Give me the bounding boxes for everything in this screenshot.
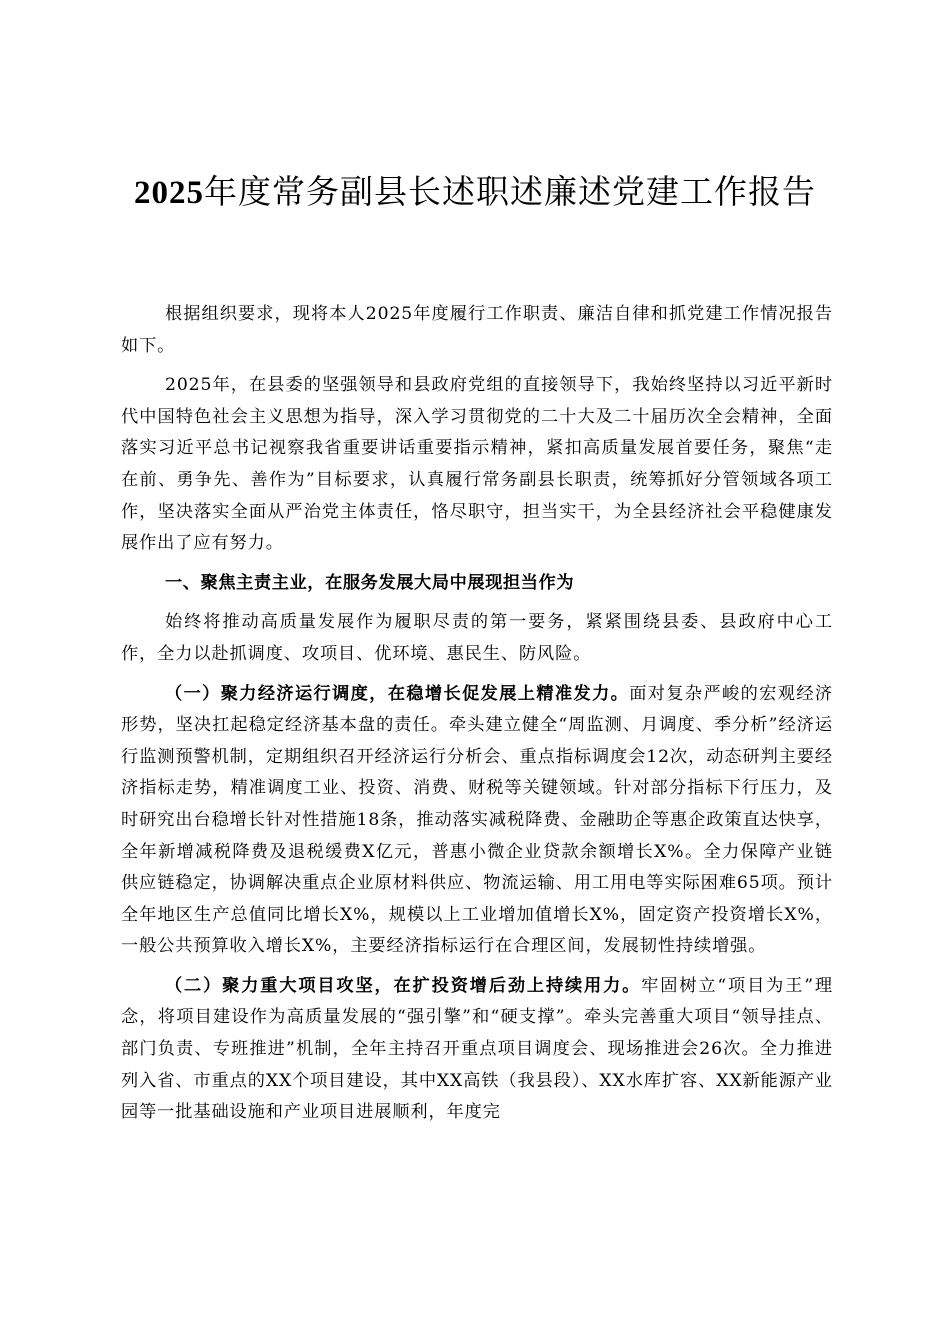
title-year: 2025: [134, 175, 204, 211]
paragraph-intro: 根据组织要求，现将本人2025年度履行工作职责、廉洁自律和抓党建工作情况报告如下。: [121, 304, 833, 356]
subsection-2-body: 牢固树立“项目为王”理念，将项目建设作为高质量发展的“强引擎”和“硬支撑”。牵头完善重大项目“领导挂点、部门负责、专班推进”机制，全年主持召开重点项目调度会、现场推进会26次。全力推进列入省、市重点的XX个项目建设，其中XX高铁（我县段）、XX水库扩容、XX新能源产业园等一批基础设施和产业项目进展顺利，年度完: [121, 975, 833, 1123]
title-text: 年度常务副县长述职述廉述党建工作报告: [204, 172, 816, 211]
paragraph-section1-intro: 始终将推动高质量发展作为履职尽责的第一要务，紧紧围绕县委、县政府中心工作，全力以赴抓调度、攻项目、优环境、惠民生、防风险。: [121, 612, 833, 664]
subsection-1-heading: （一）聚力经济运行调度，在稳增长促发展上精准发力。: [165, 683, 630, 704]
document-title: [130, 166, 820, 219]
paragraph-subsection-2: [121, 971, 833, 1129]
paragraph-subsection-1: [121, 679, 833, 963]
paragraph-overview: 2025年，在县委的坚强领导和县政府党组的直接领导下，我始终坚持以习近平新时代中国特色社会主义思想为指导，深入学习贯彻党的二十大及二十届历次全会精神，全面落实习近平总书记视察我省重要讲话重要指示精神，紧扣高质量发展首要任务，聚焦“走在前、勇争先、善作为”目标要求，认真履行常务副县长职责，统筹抓好分管领域各项工作，坚决落实全面从严治党主体责任，恪尽职守，担当实干，为全县经济社会平稳健康发展作出了应有努力。: [121, 375, 833, 554]
document-body: [121, 299, 833, 1137]
subsection-2-heading: （二）聚力重大项目攻坚，在扩投资增后劲上持续用力。: [165, 975, 642, 996]
section-heading-1: 一、聚焦主责主业，在服务发展大局中展现担当作为: [165, 572, 575, 593]
subsection-1-body: 面对复杂严峻的宏观经济形势，坚决扛起稳定经济基本盘的责任。牵头建立健全“周监测、月调度、季分析”经济运行监测预警机制，定期组织召开经济运行分析会、重点指标调度会12次，动态研判主要经济指标走势，精准调度工业、投资、消费、财税等关键领域。针对部分指标下行压力，及时研究出台稳增长针对性措施18条，推动落实减税降费、金融助企等惠企政策直达快享，全年新增减税降费及退税缓费X亿元，普惠小微企业贷款余额增长X%。全力保障产业链供应链稳定，协调解决重点企业原材料供应、物流运输、用工用电等实际困难65项。预计全年地区生产总值同比增长X%，规模以上工业增加值增长X%，固定资产投资增长X%，一般公共预算收入增长X%，主要经济指标运行在合理区间，发展韧性持续增强。: [121, 683, 833, 957]
